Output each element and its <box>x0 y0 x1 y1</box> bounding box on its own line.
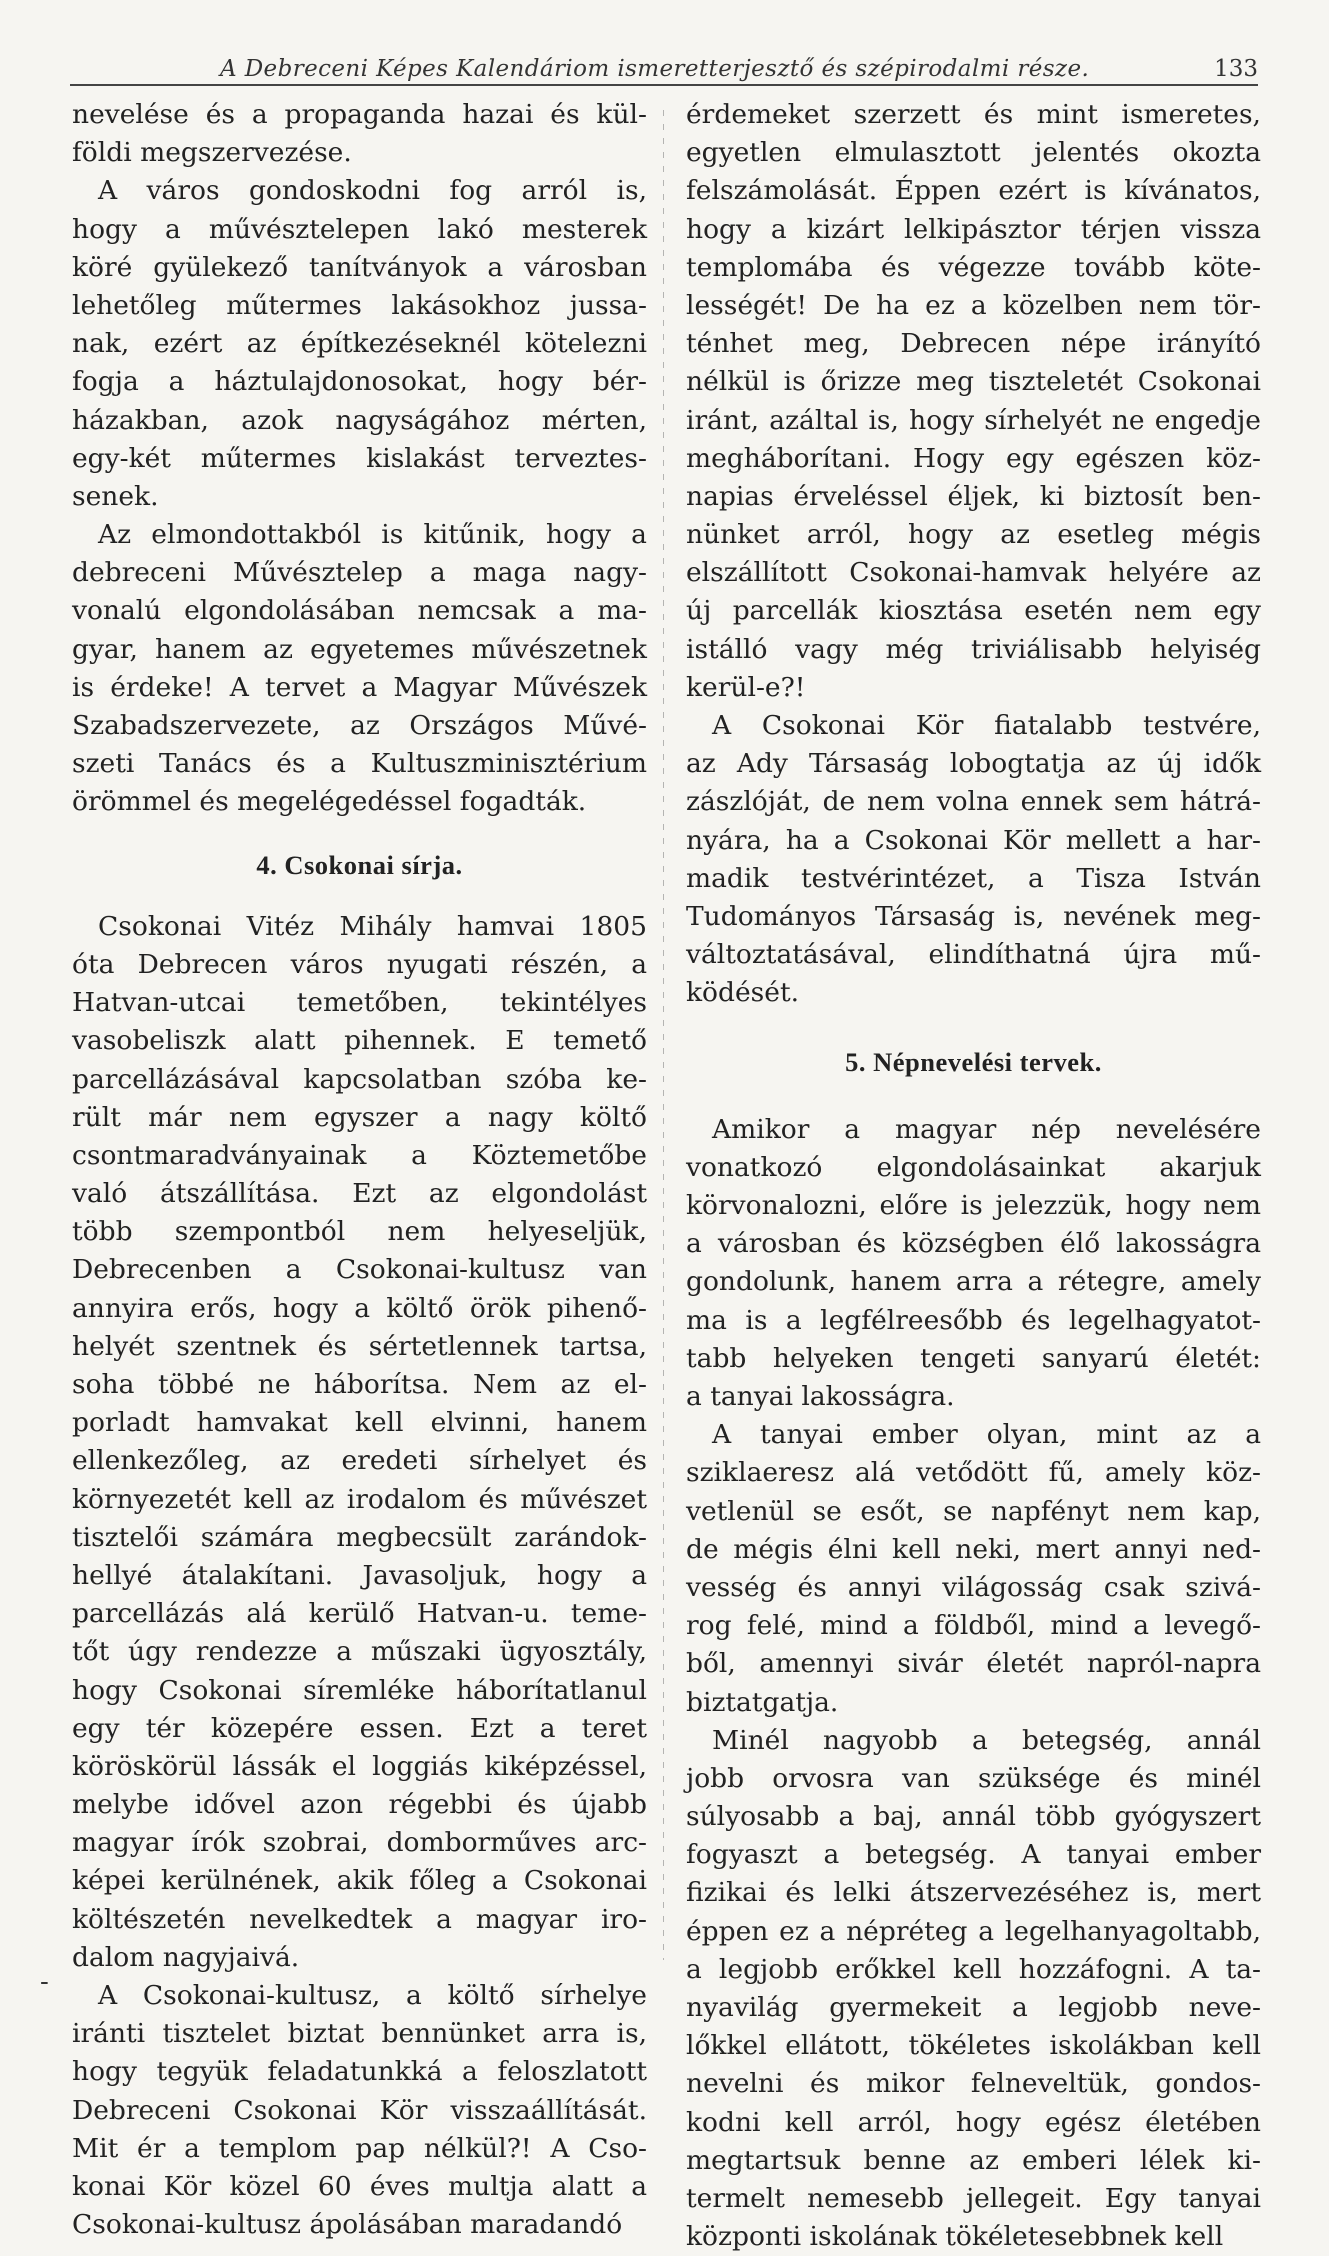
text-line: parcellázás alá kerülő Hatvan-u. teme- <box>72 1598 647 1630</box>
text-line: lőkkel ellátott, tökéletes iskolákban kell <box>686 2030 1261 2062</box>
text-line: képei kerülnének, akik főleg a Csokonai <box>72 1865 647 1897</box>
text-line: soha többé ne háborítsa. Nem az el- <box>72 1369 647 1401</box>
text-line: hogy tegyük feladatunkká a feloszlatott <box>72 2056 647 2088</box>
text-line: nevelni és mikor felneveltük, gondos- <box>686 2068 1261 2100</box>
text-line: tőt úgy rendezze a műszaki ügyosztály, <box>72 1636 647 1668</box>
text-line: örömmel és megelégedéssel fogadták. <box>72 786 587 818</box>
text-line: melybe idővel azon régebbi és újabb <box>72 1789 647 1821</box>
text-line: Az elmondottakból is kitűnik, hogy a <box>98 519 647 551</box>
text-line: hogy a művésztelepen lakó mesterek <box>72 213 647 245</box>
text-line: tabb helyeken tengeti sanyarú életét: <box>686 1342 1261 1374</box>
text-line: a legjobb erőkkel kell hozzáfogni. A ta- <box>686 1953 1261 1985</box>
text-line: annyira erős, hogy a költő örök pihenő- <box>72 1292 647 1324</box>
text-line: vesség és annyi világosság csak szivá- <box>686 1571 1261 1603</box>
text-line: A Csokonai Kör fiatalabb testvére, <box>712 710 1261 741</box>
text-line: madik testvérintézet, a Tisza István <box>686 862 1261 894</box>
paragraph <box>72 516 647 822</box>
text-line: debreceni Művésztelep a maga nagy- <box>72 557 647 589</box>
text-line: Mit ér a templom pap nélkül?! A Cso- <box>72 2132 647 2164</box>
text-line: Minél nagyobb a betegség, annál <box>712 1724 1261 1756</box>
text-line: lehetőleg műtermes lakásokhoz jussa- <box>72 289 647 321</box>
text-line: nünket arról, hogy az esetleg mégis <box>686 519 1261 551</box>
right-column <box>686 96 1261 2256</box>
text-line: köré gyülekező tanítványok a városban <box>72 251 647 283</box>
text-line: több szempontból nem helyeseljük, <box>72 1216 647 1248</box>
text-line: rült már nem egyszer a nagy költő <box>72 1101 647 1133</box>
text-line: nak, ezért az építkezéseknél kötelezni <box>72 328 647 360</box>
paragraph <box>72 172 647 516</box>
text-line: Hatvan-utcai temetőben, tekintélyes <box>72 987 647 1019</box>
text-line: az Ady Társaság lobogtatja az új idők <box>686 748 1261 780</box>
text-line: senek. <box>72 480 159 512</box>
text-line: ténhet meg, Debrecen népe irányító <box>686 328 1261 360</box>
text-line: földi megszervezése. <box>72 137 352 169</box>
page-number: 133 <box>1214 56 1258 82</box>
text-line: a városban és községben élő lakosságra <box>686 1228 1261 1260</box>
text-line: a tanyai lakosságra. <box>686 1381 955 1413</box>
text-line: érdemeket szerzett és mint ismeretes, <box>686 99 1261 130</box>
text-line: éppen ez a népréteg a legelhanyagoltabb, <box>686 1915 1261 1947</box>
text-line: parcellázásával kapcsolatban szóba ke- <box>72 1063 647 1095</box>
text-line: Amikor a magyar nép nevelésére <box>712 1113 1261 1145</box>
margin-mark: - <box>40 1967 49 1997</box>
text-line: való átszállítása. Ezt az elgondolást <box>72 1178 647 1210</box>
text-line: fogyaszt a betegség. A tanyai ember <box>686 1839 1261 1871</box>
text-line: biztatgatja. <box>686 1686 839 1718</box>
paragraph <box>72 96 647 172</box>
text-line: vonalú elgondolásában nemcsak a ma- <box>72 595 647 627</box>
text-line: de mégis élni kell neki, mert annyi ned- <box>686 1533 1261 1565</box>
text-line: napias érveléssel éljek, ki biztosít ben- <box>686 480 1261 512</box>
text-line: vasobeliszk alatt pihennek. E temető <box>72 1025 647 1057</box>
text-line: szeti Tanács és a Kultuszminisztérium <box>72 748 647 780</box>
section-heading: 4. Csokonai sírja. <box>256 849 463 880</box>
text-line: nyavilág gyermekeit a legjobb neve- <box>686 1992 1261 2024</box>
text-line: központi iskolának tökéletesebbnek kell <box>686 2221 1224 2253</box>
section-heading: 5. Népnevelési tervek. <box>845 1046 1102 1077</box>
text-line: nyára, ha a Csokonai Kör mellett a har- <box>686 824 1261 856</box>
text-line: ködését. <box>686 977 800 1009</box>
text-line: tisztelői számára megbecsült zarándok- <box>72 1521 647 1553</box>
text-line: porladt hamvakat kell elvinni, hanem <box>72 1407 647 1439</box>
text-line: konai Kör közel 60 éves multja alatt a <box>72 2170 647 2202</box>
text-line: dalom nagyjaivá. <box>72 1941 300 1973</box>
text-line: rog felé, mind a földből, mind a levegő- <box>686 1610 1261 1642</box>
text-line: ellenkezőleg, az eredeti sírhelyet és <box>72 1445 647 1477</box>
text-line: egy tér közepére essen. Ezt a teret <box>72 1712 647 1744</box>
text-line: Debrecenben a Csokonai-kultusz van <box>72 1254 647 1286</box>
text-line: házakban, azok nagyságához mérten, <box>72 404 647 436</box>
text-line: óta Debrecen város nyugati részén, a <box>72 948 647 980</box>
paragraph <box>686 1722 1261 2256</box>
text-line: fizikai és lelki átszervezéséhez is, mert <box>686 1877 1261 1909</box>
text-line: súlyosabb a baj, annál több gyógyszert <box>686 1801 1261 1833</box>
paragraph <box>686 1111 1261 1417</box>
text-line: hellyé átalakítani. Javasoljuk, hogy a <box>72 1559 647 1591</box>
header-rule <box>70 84 1258 86</box>
text-line: A város gondoskodni fog arról is, <box>98 175 647 207</box>
text-line: új parcellák kiosztása esetén nem egy <box>686 595 1261 627</box>
text-line: nevelése és a propaganda hazai és kül- <box>72 99 647 130</box>
text-line: egyetlen elmulasztott jelentés okozta <box>686 137 1261 169</box>
text-line: zászlóját, de nem volna ennek sem hátrá- <box>686 786 1261 818</box>
paragraph <box>686 96 1261 707</box>
left-column <box>72 96 647 2244</box>
text-line: Csokonai-kultusz ápolásában maradandó <box>72 2209 623 2241</box>
text-line: körvonalozni, előre is jelezzük, hogy nem <box>686 1190 1261 1222</box>
text-line: környezetét kell az irodalom és művészet <box>72 1483 647 1515</box>
text-line: vetlenül se esőt, se napfényt nem kap, <box>686 1495 1261 1527</box>
text-line: istálló vagy még triviálisabb helyiség <box>686 633 1261 665</box>
text-line: A tanyai ember olyan, mint az a <box>712 1419 1261 1451</box>
text-line: megháborítani. Hogy egy egészen köz- <box>686 442 1261 474</box>
text-line: jobb orvosra van szüksége és minél <box>686 1762 1261 1794</box>
text-line: fogja a háztulajdonosokat, hogy bér- <box>72 366 647 398</box>
text-line: változtatásával, elindíthatná újra mű- <box>686 939 1261 971</box>
text-line: helyét szentnek és sértetlennek tartsa, <box>72 1330 647 1362</box>
paragraph <box>686 1416 1261 1722</box>
text-line: csontmaradványainak a Köztemetőbe <box>72 1139 647 1171</box>
paragraph <box>72 908 647 1977</box>
text-line: templomába és végezze tovább köte- <box>686 251 1261 283</box>
text-line: ből, amennyi sivár életét napról-napra <box>686 1648 1261 1680</box>
text-line: felszámolását. Éppen ezért is kívánatos, <box>686 175 1261 207</box>
text-line: Debreceni Csokonai Kör visszaállítását. <box>72 2094 647 2126</box>
text-line: gondolunk, hanem arra a rétegre, amely <box>686 1266 1261 1298</box>
text-line: nélkül is őrizze meg tiszteletét Csokonai <box>686 366 1261 398</box>
running-header <box>70 42 1258 82</box>
text-line: iránti tisztelet biztat bennünket arra is, <box>72 2018 647 2050</box>
text-line: Csokonai Vitéz Mihály hamvai 1805 <box>98 910 647 942</box>
text-line: gyar, hanem az egyetemes művészetnek <box>72 633 647 665</box>
running-header-title: A Debreceni Képes Kalendáriom ismeretterjesztő és szépirodalmi része. <box>220 56 1090 82</box>
text-line: hogy a kizárt lelkipásztor térjen vissza <box>686 213 1261 245</box>
text-line: elszállított Csokonai-hamvak helyére az <box>686 557 1261 589</box>
paragraph <box>72 1977 647 2244</box>
text-line: megtartsuk benne az emberi lélek ki- <box>686 2144 1261 2176</box>
text-line: A Csokonai-kultusz, a költő sírhelye <box>98 1980 647 2012</box>
paragraph <box>686 707 1261 1013</box>
text-line: vonatkozó elgondolásainkat akarjuk <box>686 1151 1261 1183</box>
text-line: egy-két műtermes kislakást terveztes- <box>72 442 647 474</box>
column-divider <box>663 110 664 1960</box>
text-line: kodni kell arról, hogy egész életében <box>686 2106 1261 2138</box>
text-line: hogy Csokonai síremléke háborítatlanul <box>72 1674 647 1706</box>
text-line: termelt nemesebb jellegeit. Egy tanyai <box>686 2182 1261 2214</box>
text-line: ma is a legfélreesőbb és legelhagyatot- <box>686 1304 1261 1336</box>
text-line: költészetén nevelkedtek a magyar iro- <box>72 1903 647 1935</box>
text-line: Szabadszervezete, az Országos Művé- <box>72 710 647 741</box>
text-line: magyar írók szobrai, domborműves arc- <box>72 1827 647 1859</box>
text-line: sziklaeresz alá vetődött fű, amely köz- <box>686 1457 1261 1489</box>
text-line: Tudományos Társaság is, nevének meg- <box>686 900 1261 932</box>
text-line: is érdeke! A tervet a Magyar Művészek <box>72 671 647 703</box>
text-line: lességét! De ha ez a közelben nem tör- <box>686 289 1261 321</box>
text-line: kerül-e?! <box>686 671 806 703</box>
text-line: iránt, azáltal is, hogy sírhelyét ne engedje <box>686 404 1261 436</box>
text-line: köröskörül lássák el loggiás kiképzéssel, <box>72 1750 647 1782</box>
